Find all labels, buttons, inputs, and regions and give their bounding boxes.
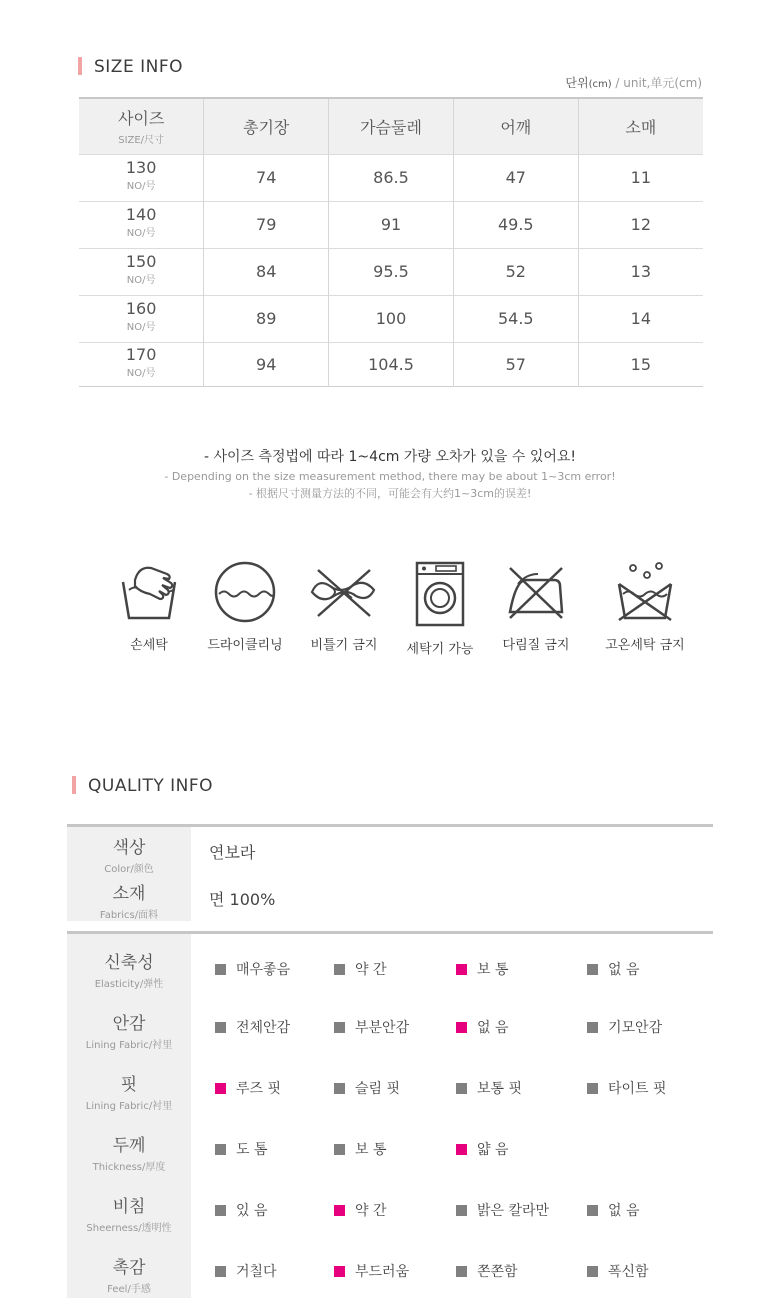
quality-row-header: 안감 Lining Fabric/衬里 [67, 993, 191, 1054]
quality-option: 쫀쫀함 [456, 1261, 518, 1281]
header-sleeve: 소매 [625, 117, 657, 137]
header-total-length: 총기장 [204, 98, 329, 154]
checkbox-icon [215, 1083, 226, 1094]
checkbox-icon [456, 964, 467, 975]
size-row [79, 342, 703, 386]
quality-row-header: 두께 Thickness/厚度 [67, 1115, 191, 1176]
checkbox-icon [334, 1022, 345, 1033]
size-row [79, 201, 703, 248]
quality-option: 없 음 [587, 1200, 640, 1220]
checkbox-icon [215, 1205, 226, 1216]
quality-options [191, 1054, 713, 1115]
quality-row [67, 1237, 713, 1298]
header-size: 사이즈 SIZE/尺寸 [79, 98, 204, 154]
checkbox-icon [456, 1144, 467, 1155]
size-table-header [79, 98, 703, 154]
checkbox-icon [587, 1083, 598, 1094]
checkbox-icon [334, 1083, 345, 1094]
quality-option: 밝은 칼라만 [456, 1200, 549, 1220]
checkbox-icon [215, 1266, 226, 1277]
sleeve-cell: 14 [630, 309, 652, 328]
size-cell: 150 NO/号 [79, 248, 204, 295]
quality-option: 도 톰 [215, 1139, 268, 1159]
checkbox-icon [587, 964, 598, 975]
size-cell: 160 NO/号 [79, 295, 204, 342]
quality-option: 없 음 [587, 959, 640, 979]
chest-cell: 100 [329, 295, 454, 342]
no-wring-icon [308, 560, 380, 624]
quality-table [67, 931, 713, 1298]
title-bar [78, 57, 82, 75]
quality-row [67, 1054, 713, 1115]
quality-row [67, 934, 713, 993]
care-washing-machine: 세탁기 가능 [385, 560, 495, 657]
quality-option: 거칠다 [215, 1261, 277, 1281]
size-table [79, 97, 703, 387]
unit-label: 단위(cm) / unit,单元(cm) [565, 76, 702, 90]
quality-option: 약 간 [334, 959, 387, 979]
size-row [79, 295, 703, 342]
quality-option: 기모안감 [587, 1017, 662, 1037]
size-cell: 170 NO/号 [79, 342, 204, 386]
quality-option: 타이트 핏 [587, 1078, 667, 1098]
no-iron-icon [504, 560, 568, 624]
quality-options [191, 1176, 713, 1237]
color-fabric-table [67, 824, 713, 921]
shoulder-cell: 49.5 [453, 201, 578, 248]
chest-cell: 95.5 [329, 248, 454, 295]
color-row [67, 827, 713, 875]
quality-option: 얇 음 [456, 1139, 509, 1159]
checkbox-icon [456, 1205, 467, 1216]
chest-cell: 86.5 [329, 154, 454, 201]
quality-row [67, 993, 713, 1054]
shoulder-cell: 47 [453, 154, 578, 201]
title-bar [72, 776, 76, 794]
quality-option: 매우좋음 [215, 959, 290, 979]
quality-row [67, 1115, 713, 1176]
size-info-title: SIZE INFO [78, 57, 183, 77]
quality-row-header: 촉감 Feel/手感 [67, 1237, 191, 1298]
quality-option: 전체안감 [215, 1017, 290, 1037]
care-no-wring: 비틀기 금지 [289, 560, 399, 653]
fabric-row [67, 875, 713, 921]
total-length-cell: 84 [204, 248, 329, 295]
checkbox-icon [587, 1022, 598, 1033]
no-hot-wash-icon [613, 560, 677, 624]
care-dry-clean: 드라이클리닝 [190, 560, 300, 653]
size-row [79, 248, 703, 295]
quality-option: 있 음 [215, 1200, 268, 1220]
checkbox-icon [334, 1205, 345, 1216]
size-cell: 130 NO/号 [79, 154, 204, 201]
quality-row-header: 비침 Sheerness/透明性 [67, 1176, 191, 1237]
size-note-ko: - 사이즈 측정법에 따라 1~4cm 가량 오차가 있을 수 있어요! [203, 449, 577, 465]
care-no-hot-wash: 고온세탁 금지 [590, 560, 700, 653]
shoulder-cell: 57 [453, 342, 578, 386]
chest-cell: 91 [329, 201, 454, 248]
quality-info-title: QUALITY INFO [72, 776, 213, 796]
quality-option: 폭신함 [587, 1261, 649, 1281]
quality-option: 약 간 [334, 1200, 387, 1220]
size-row [79, 154, 703, 201]
quality-row-header: 신축성 Elasticity/弹性 [67, 934, 191, 993]
color-header: 색상 Color/颜色 [67, 827, 191, 875]
quality-row [67, 1176, 713, 1237]
care-hand-wash: 손세탁 [94, 560, 204, 653]
quality-option: 슬림 핏 [334, 1078, 400, 1098]
quality-option: 보 통 [334, 1139, 387, 1159]
quality-option: 부분안감 [334, 1017, 409, 1037]
size-cell: 140 NO/号 [79, 201, 204, 248]
total-length-cell: 79 [204, 201, 329, 248]
shoulder-cell: 54.5 [453, 295, 578, 342]
total-length-cell: 94 [204, 342, 329, 386]
quality-options [191, 1237, 713, 1298]
quality-option: 부드러움 [334, 1261, 409, 1281]
checkbox-icon [456, 1083, 467, 1094]
checkbox-icon [456, 1266, 467, 1277]
sleeve-cell: 12 [630, 215, 652, 234]
header-chest: 가슴둘레 [329, 98, 454, 154]
checkbox-icon [587, 1205, 598, 1216]
quality-option: 루즈 핏 [215, 1078, 281, 1098]
care-no-iron: 다림질 금지 [481, 560, 591, 653]
hand-wash-icon [117, 560, 181, 624]
quality-option: 없 음 [456, 1017, 509, 1037]
header-shoulder: 어깨 [453, 98, 578, 154]
sleeve-cell: 13 [630, 262, 652, 281]
size-note-cn: - 根据尺寸测量方法的不同，可能会有大约1~3cm的误差! [248, 487, 532, 500]
checkbox-icon [215, 1022, 226, 1033]
quality-row-header: 핏 Lining Fabric/衬里 [67, 1054, 191, 1115]
quality-option: 보 통 [456, 959, 509, 979]
size-note-en: - Depending on the size measurement method, there may be about 1~3cm error! [164, 470, 616, 483]
sleeve-cell: 11 [630, 168, 652, 187]
sleeve-cell: 15 [630, 354, 652, 374]
checkbox-icon [334, 1266, 345, 1277]
dry-clean-icon [213, 560, 277, 624]
checkbox-icon [215, 964, 226, 975]
checkbox-icon [456, 1022, 467, 1033]
quality-option: 보통 핏 [456, 1078, 522, 1098]
checkbox-icon [334, 964, 345, 975]
checkbox-icon [587, 1266, 598, 1277]
checkbox-icon [215, 1144, 226, 1155]
shoulder-cell: 52 [453, 248, 578, 295]
washing-machine-icon [414, 560, 466, 628]
fabric-header: 소재 Fabrics/面料 [67, 875, 191, 921]
total-length-cell: 74 [204, 154, 329, 201]
quality-options [191, 993, 713, 1054]
color-value: 연보라 [209, 842, 256, 862]
quality-options [191, 934, 713, 993]
fabric-value: 면 100% [209, 889, 276, 909]
chest-cell: 104.5 [329, 342, 454, 386]
total-length-cell: 89 [204, 295, 329, 342]
quality-options [191, 1115, 713, 1176]
checkbox-icon [334, 1144, 345, 1155]
